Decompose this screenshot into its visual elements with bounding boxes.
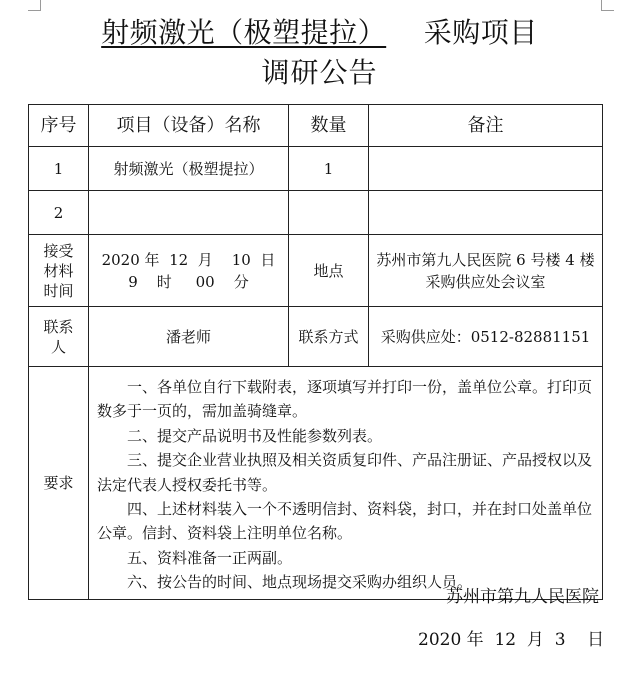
row-index: 2 xyxy=(29,191,89,235)
place-label: 地点 xyxy=(289,235,369,307)
header-index: 序号 xyxy=(29,105,89,147)
row-remarks xyxy=(369,191,603,235)
row-item-name: 射频激光（极塑提拉） xyxy=(89,147,289,191)
receive-time-label: 接受 材料 时间 xyxy=(29,235,89,307)
requirement-item: 一、各单位自行下载附表，逐项填写并打印一份，盖单位公章。打印页数多于一页的，需加盖骑缝章。 xyxy=(97,378,593,421)
requirements-row xyxy=(29,367,603,600)
title-project-name: 射频激光（极塑提拉） xyxy=(101,16,387,49)
header-quantity: 数量 xyxy=(289,105,369,147)
requirements-label: 要求 xyxy=(29,367,89,600)
row-item-name xyxy=(89,191,289,235)
header-item-name: 项目（设备）名称 xyxy=(89,105,289,147)
requirement-item: 二、提交产品说明书及性能参数列表。 xyxy=(127,426,383,445)
document-subtitle: 调研公告 xyxy=(261,56,378,89)
row-index: 1 xyxy=(29,147,89,191)
contact-method-label: 联系方式 xyxy=(289,307,369,367)
requirements-content xyxy=(89,367,603,600)
issuer-signature: 苏州市第九人民医院 xyxy=(446,587,599,607)
contact-label: 联系 人 xyxy=(29,307,89,367)
contact-method-value: 采购供应处：0512-82881151 xyxy=(369,307,603,367)
row-remarks xyxy=(369,147,603,191)
margin-corner-left xyxy=(28,0,41,11)
issue-date: 2020 年 12 月 3 日 xyxy=(418,630,605,650)
requirement-item: 三、提交企业营业执照及相关资质复印件、产品注册证、产品授权以及法定代表人授权委托书等。 xyxy=(97,451,593,494)
title-suffix: 采购项目 xyxy=(423,16,538,49)
contact-row xyxy=(29,307,603,367)
requirement-item: 四、上述材料装入一个不透明信封、资料袋，封口，并在封口处盖单位公章。信封、资料袋上注明单位名称。 xyxy=(97,500,593,543)
row-quantity: 1 xyxy=(289,147,369,191)
table-row xyxy=(29,191,603,235)
table-header-row xyxy=(29,105,603,147)
row-quantity xyxy=(289,191,369,235)
requirement-item: 五、资料准备一正两副。 xyxy=(127,548,293,567)
document-title xyxy=(0,16,639,50)
receive-time-value: 2020 年 12 月 10 日 9 时 00 分 xyxy=(89,235,289,307)
contact-person: 潘老师 xyxy=(89,307,289,367)
requirement-item: 六、按公告的时间、地点现场提交采购办组织人员。 xyxy=(127,573,473,592)
header-remarks: 备注 xyxy=(369,105,603,147)
table-row xyxy=(29,147,603,191)
receive-time-row xyxy=(29,235,603,307)
place-value: 苏州市第九人民医院 6 号楼 4 楼 采购供应处会议室 xyxy=(369,235,603,307)
margin-corner-right xyxy=(601,0,614,11)
announcement-table xyxy=(28,104,603,600)
